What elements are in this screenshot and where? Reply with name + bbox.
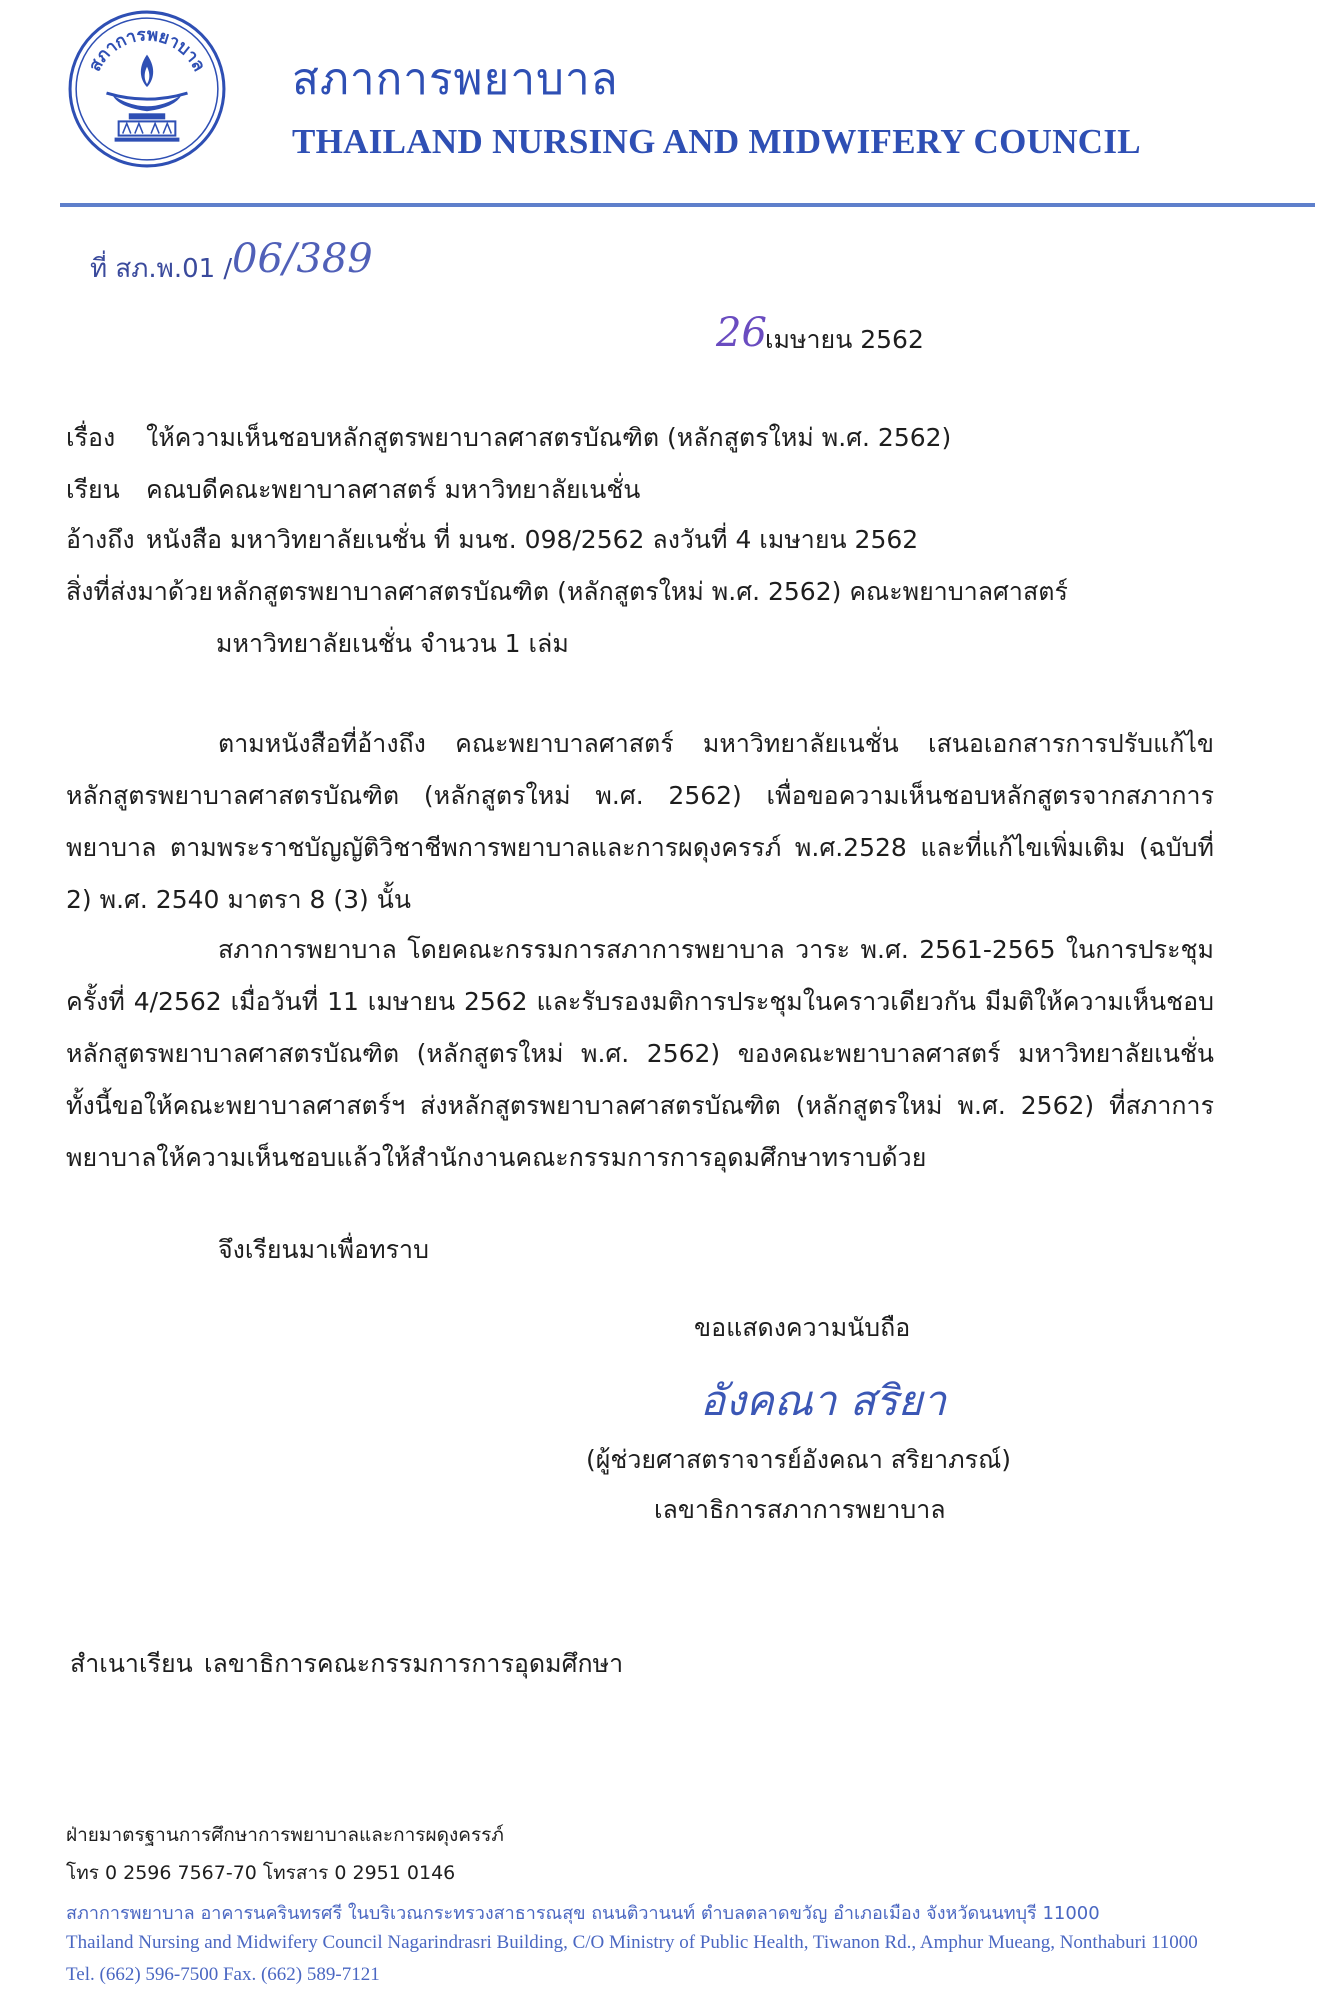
enclosure-value-line2: มหาวิทยาลัยเนชั่น จำนวน 1 เล่ม: [216, 629, 569, 658]
copy-to-label: สำเนาเรียน: [70, 1649, 193, 1678]
closing-line: จึงเรียนมาเพื่อทราบ: [218, 1235, 429, 1264]
footer-phone: โทร 0 2596 7567-70 โทรสาร 0 2951 0146: [66, 1862, 456, 1884]
recipient-label: เรียน: [66, 475, 120, 504]
reference-number-handwritten: 06/389: [232, 236, 373, 282]
signatory-position: เลขาธิการสภาการพยาบาล: [654, 1495, 946, 1524]
reference-label: อ้างถึง: [66, 525, 135, 554]
subject-label: เรื่อง: [66, 423, 116, 452]
body-paragraph-2: สภาการพยาบาล โดยคณะกรรมการสภาการพยาบาล วาระ พ.ศ. 2561-2565 ในการประชุมครั้งที่ 4/2562 เมื่อวันที่ 11 เมษายน 2562 และรับรองมติการประชุมในคราวเดียวกัน มีมติให้ความเห็นชอบหลักสูตรพยาบาลศาสตรบัณฑิต (หลักสูตรใหม่ พ.ศ. 2562) ของคณะพยาบาลศาสตร์ มหาวิทยาลัยเนชั่น ทั้งนี้ขอให้คณะพยาบาลศาสตร์ฯ ส่งหลักสูตรพยาบาลศาสตรบัณฑิต (หลักสูตรใหม่ พ.ศ. 2562) ที่สภาการพยาบาลให้ความเห็นชอบแล้วให้สำนักงานคณะกรรมการการอุดมศึกษาทราบด้วย: [66, 935, 1214, 1172]
regards-line: ขอแสดงความนับถือ: [694, 1313, 911, 1342]
reference-value: หนังสือ มหาวิทยาลัยเนชั่น ที่ มนช. 098/2562 ลงวันที่ 4 เมษายน 2562: [146, 525, 919, 554]
footer-address-thai: สภาการพยาบาล อาคารนครินทรศรี ในบริเวณกระทรวงสาธารณสุข ถนนติวานนท์ ตำบลตลาดขวัญ อำเภอเมือง จังหวัดนนทบุรี 11000: [66, 1903, 1100, 1924]
enclosure-value-line1: หลักสูตรพยาบาลศาสตรบัณฑิต (หลักสูตรใหม่ พ.ศ. 2562) คณะพยาบาลศาสตร์: [216, 577, 1068, 606]
signatory-name: (ผู้ช่วยศาสตราจารย์อังคณา สริยาภรณ์): [586, 1445, 1012, 1474]
handwritten-signature: อังคณา สริยา: [700, 1376, 947, 1425]
footer-department: ฝ่ายมาตรฐานการศึกษาการพยาบาลและการผดุงครรภ์: [66, 1824, 504, 1846]
reference-number-label: ที่ สภ.พ.01 /: [90, 254, 233, 284]
date-day-handwritten: 26: [716, 310, 767, 356]
enclosure-label: สิ่งที่ส่งมาด้วย: [66, 577, 213, 606]
header-divider: [60, 203, 1315, 207]
subject-value: ให้ความเห็นชอบหลักสูตรพยาบาลศาสตรบัณฑิต (หลักสูตรใหม่ พ.ศ. 2562): [146, 423, 952, 452]
recipient-value: คณบดีคณะพยาบาลศาสตร์ มหาวิทยาลัยเนชั่น: [146, 475, 641, 504]
footer-address-english: Thailand Nursing and Midwifery Council Nagarindrasri Building, C/O Ministry of Public Health, Tiwanon Rd., Amphur Mueang, Nonthaburi 11000: [66, 1932, 1198, 1953]
organization-name-english: THAILAND NURSING AND MIDWIFERY COUNCIL: [292, 122, 1141, 161]
council-seal-logo: [66, 8, 228, 170]
body-paragraph-1: ตามหนังสือที่อ้างถึง คณะพยาบาลศาสตร์ มหาวิทยาลัยเนชั่น เสนอเอกสารการปรับแก้ไขหลักสูตรพยาบาลศาสตรบัณฑิต (หลักสูตรใหม่ พ.ศ. 2562) เพื่อขอความเห็นชอบหลักสูตรจากสภาการพยาบาล ตามพระราชบัญญัติวิชาชีพการพยาบาลและการผดุงครรภ์ พ.ศ.2528 และที่แก้ไขเพิ่มเติม (ฉบับที่ 2) พ.ศ. 2540 มาตรา 8 (3) นั้น: [66, 729, 1214, 914]
seal-text: สภาการพยาบาล: [85, 25, 209, 75]
copy-to-value: เลขาธิการคณะกรรมการการอุดมศึกษา: [204, 1649, 624, 1678]
date-month-year: เมษายน 2562: [765, 325, 924, 354]
organization-name-thai: สภาการพยาบาล: [292, 54, 619, 105]
footer-tel-fax: Tel. (662) 596-7500 Fax. (662) 589-7121: [66, 1964, 380, 1985]
